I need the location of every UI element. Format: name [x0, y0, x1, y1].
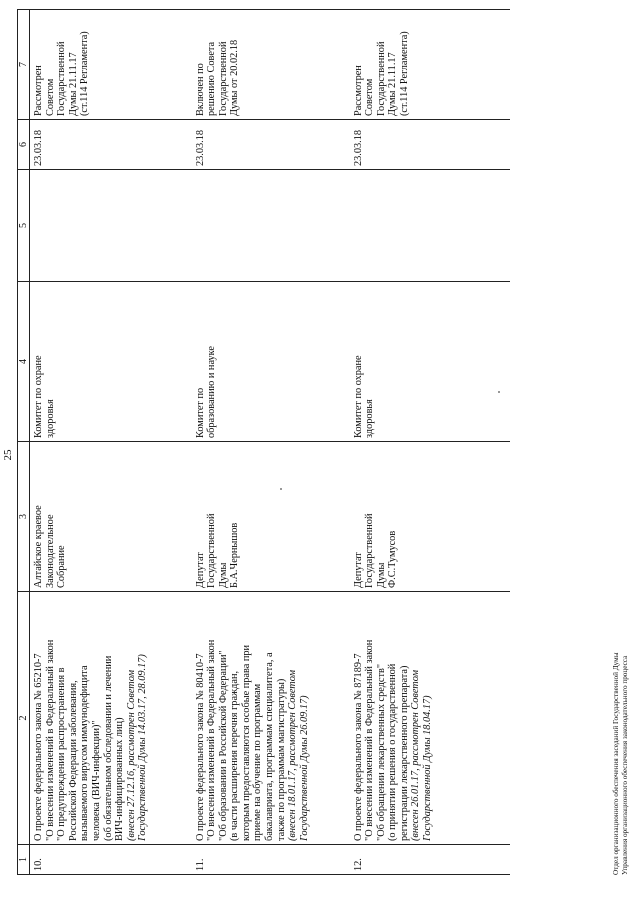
status-line: Думы 21.11.17: [387, 52, 399, 116]
footer-line: Управления организационного обеспечения законодательного процесса: [621, 655, 629, 875]
bill-text-line: "О внесении изменений в Федеральный закон: [364, 639, 376, 841]
initiator-line: Депутат: [352, 552, 364, 588]
col-header: 7: [18, 10, 30, 120]
col-header: 6: [18, 120, 30, 170]
status-line: Думы 21.11.17: [67, 52, 79, 116]
bill-text-line: (в части расширения перечня граждан,: [229, 670, 241, 841]
col-header: 3: [18, 442, 30, 592]
col-header: 1: [18, 845, 30, 875]
initiator-line: Б.А.Чернышов: [229, 522, 241, 588]
bill-text-line: О проекте федерального закона № 87189-7: [352, 653, 364, 841]
committee-line: здоровья: [364, 399, 376, 438]
bill-text-line: Российской Федерации заболевания,: [67, 680, 79, 841]
committee-line: Комитет по охране: [33, 355, 44, 438]
bill-note-line: Государственной Думы 14.03.17, 28.09.17): [137, 654, 149, 841]
bill-note-line: Государственной Думы 26.09.17): [298, 695, 310, 841]
row-number-text: 10.: [33, 858, 44, 871]
bill-text-line: также по программам магистратуры): [275, 678, 287, 841]
col5-cell: [30, 170, 192, 282]
table-row: [30, 10, 192, 875]
committee: [192, 282, 350, 442]
bill-text-line: "Об образовании в Российской Федерации": [217, 650, 229, 841]
col5-cell: [192, 170, 350, 282]
page-number: 25: [2, 449, 14, 461]
bill-text-line: "О внесении изменений в Федеральный закон: [44, 639, 56, 841]
status-line: Государственной: [56, 41, 68, 116]
initiator-line: Ф.С.Тумусов: [387, 530, 399, 588]
footer: [612, 15, 630, 875]
initiator: [192, 442, 350, 592]
initiator-line: Собрание: [56, 545, 68, 588]
bill-text-line: регистрации лекарственного препарата): [398, 665, 410, 841]
bill-text-line: О проекте федерального закона № 65210-7: [33, 653, 44, 841]
bill-text-line: бакалавриата, программам специалитета, а: [264, 652, 276, 841]
row-number: [350, 845, 510, 875]
date-text: 23.03.18: [33, 129, 44, 166]
committee-line: Комитет по: [194, 387, 206, 438]
row-number: [192, 845, 350, 875]
col-header: 2: [18, 592, 30, 845]
bill-text-line: О проекте федерального закона № 80410-7: [194, 653, 206, 841]
date-cell: [350, 120, 510, 170]
row-number-text: 12.: [352, 858, 364, 871]
bill-text-line: которым предоставляются особые права при: [240, 644, 252, 841]
status-line: Рассмотрен: [352, 65, 364, 116]
row-number-text: 11.: [194, 858, 206, 871]
status-line: (ст.114 Регламента): [79, 31, 91, 116]
status: [350, 10, 510, 120]
bill-text-line: "О внесении изменений в Федеральный закон: [206, 639, 218, 841]
bill-description: [350, 592, 510, 845]
status-line: Советом: [364, 78, 376, 116]
status-line: Государственной: [217, 41, 229, 116]
col-header: 4: [18, 282, 30, 442]
status: [30, 10, 192, 120]
status: [192, 10, 350, 120]
status-line: (ст.114 Регламента): [398, 31, 410, 116]
initiator-line: Думы: [217, 562, 229, 588]
header-row: [18, 10, 30, 875]
bill-text-line: приеме на обучение по программам: [252, 683, 264, 841]
committee-line: здоровья: [44, 399, 56, 438]
bill-description: [192, 592, 350, 845]
initiator-line: Депутат: [194, 552, 206, 588]
bill-text-line: (об обязательном обследовании и лечении: [102, 655, 114, 841]
initiator-line: Законодательное: [44, 514, 56, 588]
row-number: [30, 845, 192, 875]
bill-note-line: (внесен 26.01.17, рассмотрен Советом: [410, 669, 422, 841]
bill-text-line: вызываемого вирусом иммунодефицита: [79, 665, 91, 841]
initiator-line: Думы: [375, 562, 387, 588]
status-line: решению Совета: [206, 41, 218, 116]
bill-note-line: (внесен 27.12.16, рассмотрен Советом: [125, 669, 137, 841]
table-row: [192, 10, 350, 875]
committee: [350, 282, 510, 442]
status-line: Думы от 20.02.18: [229, 39, 241, 116]
date-text: 23.03.18: [352, 129, 364, 166]
initiator-line: Алтайское краевое: [33, 505, 44, 588]
agenda-table: [17, 9, 510, 875]
bill-description: [30, 592, 192, 845]
bill-text-line: человека (ВИЧ-инфекции)": [90, 720, 102, 841]
table-row: [350, 10, 510, 875]
bill-text-line: "Об обращении лекарственных средств": [375, 663, 387, 841]
status-line: Советом: [44, 78, 56, 116]
status-line: Государственной: [375, 41, 387, 116]
initiator: [350, 442, 510, 592]
date-cell: [30, 120, 192, 170]
footer-line: Отдел организационного обеспечения заседаний Государственной Думы: [612, 652, 620, 875]
date-text: 23.03.18: [194, 129, 206, 166]
initiator: [30, 442, 192, 592]
initiator-line: Государственной: [364, 513, 376, 588]
bill-text-line: ВИЧ-инфицированных лиц): [114, 717, 126, 841]
bill-note-line: (внесен 18.01.17, рассмотрен Советом: [287, 669, 299, 841]
initiator-line: Государственной: [206, 513, 218, 588]
scan-speck: [280, 488, 282, 490]
date-cell: [192, 120, 350, 170]
committee-line: образованию и науке: [206, 346, 218, 438]
committee-line: Комитет по охране: [352, 355, 364, 438]
status-line: Рассмотрен: [33, 65, 44, 116]
bill-note-line: Государственной Думы 18.04.17): [422, 695, 434, 841]
scan-speck: [498, 391, 500, 393]
bill-text-line: (о принятии решения о государственной: [387, 663, 399, 841]
col-header: 5: [18, 170, 30, 282]
col5-cell: [350, 170, 510, 282]
status-line: Включен по: [194, 63, 206, 116]
committee: [30, 282, 192, 442]
bill-text-line: "О предупреждении распространения в: [56, 667, 68, 841]
